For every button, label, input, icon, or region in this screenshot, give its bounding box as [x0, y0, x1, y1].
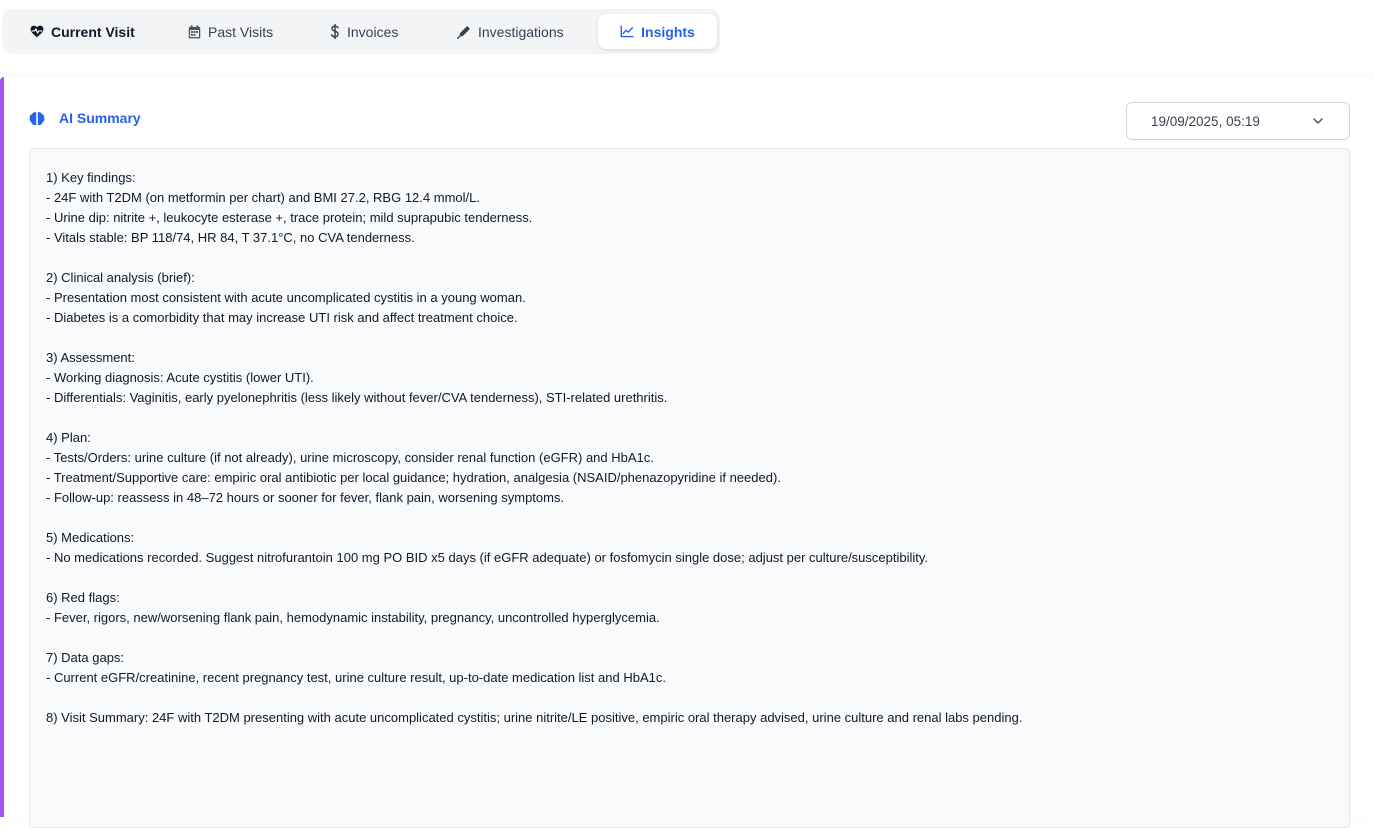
ai-summary-card	[0, 77, 1374, 817]
visit-tab-bar	[2, 9, 720, 54]
tab-label: Insights	[641, 23, 695, 40]
tab-current-visit[interactable]	[30, 14, 135, 49]
tab-past-visits[interactable]	[188, 14, 273, 49]
card-accent-bar	[0, 77, 4, 817]
ai-summary-text: 1) Key findings: - 24F with T2DM (on metformin per chart) and BMI 27.2, RBG 12.4 mmol/L. - Urine dip: nitrite +, leukocyte esterase +, trace protein; mild suprapubic tenderness. - Vitals stable: BP 118/74, HR 84, T 37.1°C, no CVA tenderness. 2) Clinical analysis (brief): - Presentation most consistent with acute uncomplicated cystitis in a young woman. - Diabetes is a comorbidity that may increase UTI risk and affect treatment choice. 3) Assessment: - Working diagnosis: Acute cystitis (lower UTI). - Differentials: Vaginitis, early pyelonephritis (less likely without fever/CVA tenderness), STI-related urethritis. 4) Plan: - Tests/Orders: urine culture (if not already), urine microscopy, consider renal function (eGFR) and HbA1c. - Treatment/Supportive care: empiric oral antibiotic per local guidance; hydration, analgesia (NSAID/phenazopyridine if needed). - Follow-up: reassess in 48–72 hours or sooner for fever, flank pain, worsening symptoms. 5) Medications: - No medications recorded. Suggest nitrofurantoin 100 mg PO BID x5 days (if eGFR adequate) or fosfomycin single dose; adjust per culture/susceptibility. 6) Red flags: - Fever, rigors, new/worsening flank pain, hemodynamic instability, pregnancy, uncontrolled hyperglycemia. 7) Data gaps: - Current eGFR/creatinine, recent pregnancy test, urine culture result, up-to-date medication list and HbA1c. 8) Visit Summary: 24F with T2DM presenting with acute uncomplicated cystitis; urine nitrite/LE positive, empiric oral therapy advised, urine culture and renal labs pending.	[29, 148, 1350, 828]
chevron-down-icon	[1312, 115, 1324, 127]
tab-invoices[interactable]	[330, 14, 398, 49]
brain-icon	[29, 111, 45, 126]
card-header	[29, 110, 141, 126]
tab-label: Invoices	[347, 23, 399, 40]
heart-pulse-icon	[30, 25, 44, 38]
summary-date-select[interactable]	[1126, 102, 1350, 140]
tab-investigations[interactable]	[457, 14, 564, 49]
tab-insights[interactable]	[598, 14, 717, 49]
card-title: AI Summary	[59, 110, 141, 126]
tab-label: Past Visits	[208, 23, 274, 40]
selected-date: 19/09/2025, 05:19	[1151, 113, 1260, 129]
tab-label: Investigations	[478, 23, 564, 40]
dollar-icon	[330, 24, 340, 39]
chart-line-icon	[620, 25, 634, 38]
syringe-icon	[457, 25, 471, 39]
tab-label: Current Visit	[51, 23, 135, 40]
calendar-icon	[188, 25, 201, 39]
